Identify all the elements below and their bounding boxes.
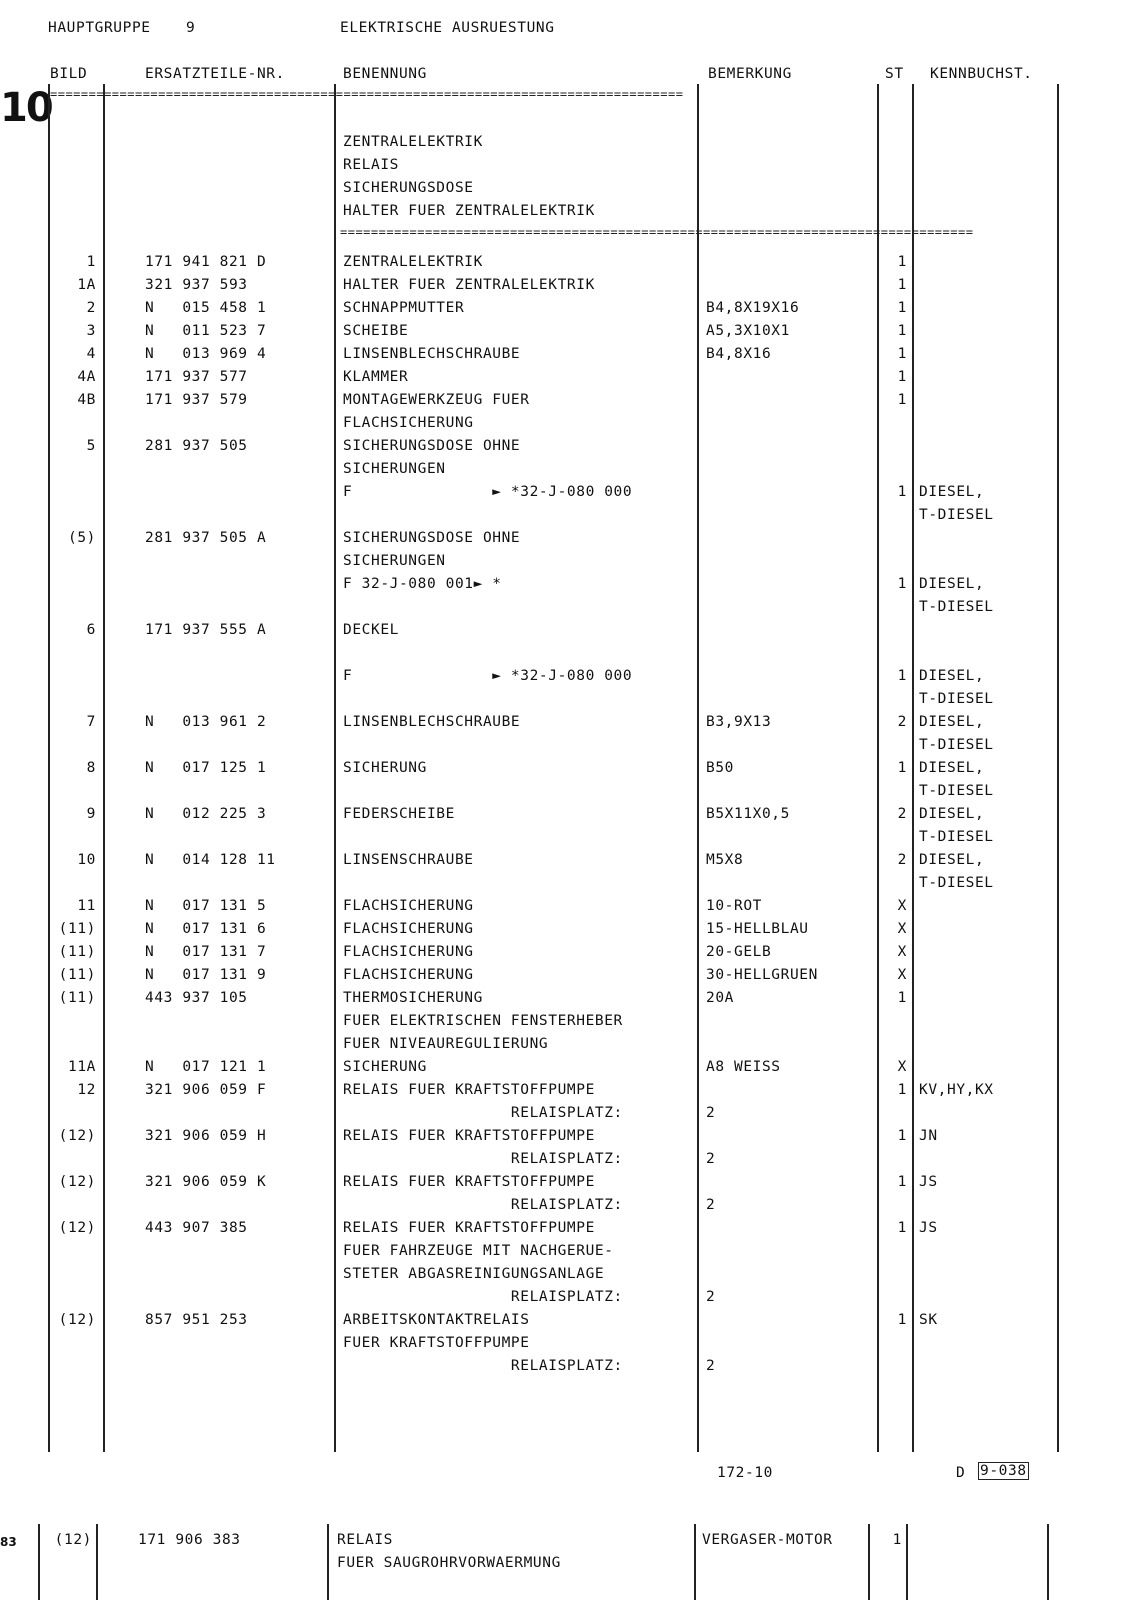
intro-line: RELAIS — [343, 157, 399, 173]
cell-st: 1 — [897, 300, 907, 316]
cell-st: 1 — [897, 990, 907, 1006]
cell-bild: (12) — [58, 1220, 96, 1236]
cell-st: 1 — [897, 576, 907, 592]
cell-bild: (11) — [58, 990, 96, 1006]
cell-ersatzteil-nr: 321 906 059 K — [145, 1174, 267, 1190]
cell-ersatzteil-nr: 443 937 105 — [145, 990, 248, 1006]
cell-kennbuchst: DIESEL, — [919, 668, 985, 684]
cell-ersatzteil-nr: N 017 131 9 — [145, 967, 267, 983]
cell-bild: 2 — [86, 300, 96, 316]
cell-kennbuchst: T-DIESEL — [919, 507, 994, 523]
cell-bild: 11 — [77, 898, 96, 914]
group-number: 9 — [186, 20, 196, 36]
cell-st: 1 — [897, 277, 907, 293]
header-divider: ================================================================================== — [50, 90, 684, 98]
cell-benennung: SICHERUNGEN — [343, 553, 446, 569]
cell-benennung: FLACHSICHERUNG — [343, 944, 474, 960]
cell-ersatzteil-nr: 857 951 253 — [145, 1312, 248, 1328]
cell-benennung: KLAMMER — [343, 369, 409, 385]
cell-bild: 4A — [77, 369, 96, 385]
cell-benennung: RELAISPLATZ: — [343, 1358, 623, 1374]
next-teil: 171 906 383 — [138, 1532, 241, 1548]
cell-kennbuchst: JS — [919, 1220, 938, 1236]
next-page-side-mark: 83 — [0, 1535, 17, 1549]
cell-st: 2 — [897, 714, 907, 730]
next-rule-teil — [327, 1524, 329, 1600]
cell-bemerkung: 30-HELLGRUEN — [706, 967, 818, 983]
cell-benennung: RELAIS FUER KRAFTSTOFFPUMPE — [343, 1220, 595, 1236]
side-chapter-number: 10 — [0, 85, 52, 131]
cell-ersatzteil-nr: 443 907 385 — [145, 1220, 248, 1236]
cell-st: 1 — [897, 1312, 907, 1328]
cell-benennung: RELAISPLATZ: — [343, 1197, 623, 1213]
cell-bemerkung: B50 — [706, 760, 734, 776]
cell-ersatzteil-nr: 321 937 593 — [145, 277, 248, 293]
cell-st: 1 — [897, 1128, 907, 1144]
cell-kennbuchst: DIESEL, — [919, 714, 985, 730]
cell-ersatzteil-nr: N 017 131 7 — [145, 944, 267, 960]
cell-st: 1 — [897, 392, 907, 408]
cell-bemerkung: A5,3X10X1 — [706, 323, 790, 339]
cell-st: 1 — [897, 1220, 907, 1236]
cell-benennung: SICHERUNGEN — [343, 461, 446, 477]
cell-kennbuchst: DIESEL, — [919, 806, 985, 822]
cell-ersatzteil-nr: N 011 523 7 — [145, 323, 267, 339]
cell-st: 1 — [897, 668, 907, 684]
cell-bild: 6 — [86, 622, 96, 638]
cell-bild: (11) — [58, 944, 96, 960]
cell-kennbuchst: T-DIESEL — [919, 599, 994, 615]
section-divider: ================================================================================== — [340, 228, 974, 236]
cell-benennung: THERMOSICHERUNG — [343, 990, 483, 1006]
rule-right — [1057, 84, 1059, 1452]
cell-benennung: DECKEL — [343, 622, 399, 638]
cell-st: 2 — [897, 852, 907, 868]
cell-kennbuchst: SK — [919, 1312, 938, 1328]
cell-benennung: F ► *32-J-080 000 — [343, 668, 633, 684]
cell-kennbuchst: DIESEL, — [919, 852, 985, 868]
cell-benennung: SICHERUNGSDOSE OHNE — [343, 530, 521, 546]
cell-benennung: FUER FAHRZEUGE MIT NACHGERUE- — [343, 1243, 614, 1259]
cell-bild: 10 — [77, 852, 96, 868]
cell-benennung: FUER NIVEAUREGULIERUNG — [343, 1036, 549, 1052]
cell-st: X — [897, 944, 907, 960]
cell-bemerkung: B3,9X13 — [706, 714, 772, 730]
cell-benennung: SICHERUNG — [343, 1059, 427, 1075]
cell-bild: (12) — [58, 1174, 96, 1190]
cell-st: 1 — [897, 323, 907, 339]
cell-bild: 1A — [77, 277, 96, 293]
cell-bild: 9 — [86, 806, 96, 822]
cell-bemerkung: 2 — [706, 1151, 716, 1167]
cell-bild: 11A — [68, 1059, 96, 1075]
next-benennung-2: FUER SAUGROHRVORWAERMUNG — [337, 1555, 561, 1571]
next-benennung: RELAIS — [337, 1532, 393, 1548]
column-header-teil: ERSATZTEILE-NR. — [145, 66, 285, 82]
cell-benennung: RELAISPLATZ: — [343, 1151, 623, 1167]
rule-benennung — [697, 84, 699, 1452]
cell-kennbuchst: T-DIESEL — [919, 829, 994, 845]
cell-ersatzteil-nr: 171 937 577 — [145, 369, 248, 385]
cell-bemerkung: 10-ROT — [706, 898, 762, 914]
cell-benennung: FLACHSICHERUNG — [343, 921, 474, 937]
cell-ersatzteil-nr: N 017 131 6 — [145, 921, 267, 937]
cell-ersatzteil-nr: N 017 125 1 — [145, 760, 267, 776]
rule-st — [912, 84, 914, 1452]
cell-bemerkung: 15-HELLBLAU — [706, 921, 809, 937]
cell-benennung: RELAIS FUER KRAFTSTOFFPUMPE — [343, 1128, 595, 1144]
cell-st: 1 — [897, 254, 907, 270]
cell-kennbuchst: T-DIESEL — [919, 875, 994, 891]
cell-ersatzteil-nr: N 013 961 2 — [145, 714, 267, 730]
cell-benennung: FLACHSICHERUNG — [343, 967, 474, 983]
cell-kennbuchst: T-DIESEL — [919, 783, 994, 799]
cell-ersatzteil-nr: N 013 969 4 — [145, 346, 267, 362]
cell-st: 1 — [897, 346, 907, 362]
cell-kennbuchst: DIESEL, — [919, 760, 985, 776]
cell-ersatzteil-nr: 321 906 059 F — [145, 1082, 267, 1098]
cell-benennung: RELAISPLATZ: — [343, 1105, 623, 1121]
cell-kennbuchst: DIESEL, — [919, 484, 985, 500]
cell-benennung: FUER ELEKTRISCHEN FENSTERHEBER — [343, 1013, 623, 1029]
next-st: 1 — [892, 1532, 902, 1548]
column-header-bemerkung: BEMERKUNG — [708, 66, 792, 82]
cell-bemerkung: M5X8 — [706, 852, 744, 868]
cell-kennbuchst: T-DIESEL — [919, 737, 994, 753]
cell-st: X — [897, 921, 907, 937]
cell-benennung: FUER KRAFTSTOFFPUMPE — [343, 1335, 530, 1351]
cell-st: 1 — [897, 1174, 907, 1190]
code-prefix: D — [956, 1465, 966, 1481]
cell-benennung: RELAISPLATZ: — [343, 1289, 623, 1305]
cell-ersatzteil-nr: N 015 458 1 — [145, 300, 267, 316]
cell-bild: 4B — [77, 392, 96, 408]
intro-line: SICHERUNGSDOSE — [343, 180, 474, 196]
cell-benennung: LINSENBLECHSCHRAUBE — [343, 714, 521, 730]
cell-benennung: SICHERUNG — [343, 760, 427, 776]
next-rule-st — [906, 1524, 908, 1600]
cell-ersatzteil-nr: N 012 225 3 — [145, 806, 267, 822]
cell-ersatzteil-nr: 171 941 821 D — [145, 254, 267, 270]
cell-st: 1 — [897, 369, 907, 385]
cell-bild: 4 — [86, 346, 96, 362]
cell-bild: 8 — [86, 760, 96, 776]
rule-bild — [103, 84, 105, 1452]
cell-benennung: ZENTRALELEKTRIK — [343, 254, 483, 270]
cell-bemerkung: 20-GELB — [706, 944, 772, 960]
cell-bild: 3 — [86, 323, 96, 339]
cell-bemerkung: B4,8X19X16 — [706, 300, 800, 316]
cell-bild: (12) — [58, 1128, 96, 1144]
next-rule-right — [1047, 1524, 1049, 1600]
cell-bemerkung: B5X11X0,5 — [706, 806, 790, 822]
cell-benennung: F 32-J-080 001► * — [343, 576, 502, 592]
cell-benennung: FEDERSCHEIBE — [343, 806, 455, 822]
cell-kennbuchst: DIESEL, — [919, 576, 985, 592]
cell-st: X — [897, 898, 907, 914]
cell-kennbuchst: JN — [919, 1128, 938, 1144]
group-label: HAUPTGRUPPE — [48, 20, 151, 36]
cell-bemerkung: 20A — [706, 990, 734, 1006]
page-reference: 172-10 — [717, 1465, 773, 1481]
rule-teil — [334, 84, 336, 1452]
cell-st: 2 — [897, 806, 907, 822]
cell-bemerkung: 2 — [706, 1358, 716, 1374]
next-bemerkung: VERGASER-MOTOR — [702, 1532, 833, 1548]
cell-bild: 7 — [86, 714, 96, 730]
cell-bild: 1 — [86, 254, 96, 270]
cell-ersatzteil-nr: N 017 121 1 — [145, 1059, 267, 1075]
cell-benennung: ARBEITSKONTAKTRELAIS — [343, 1312, 530, 1328]
cell-bild: (11) — [58, 967, 96, 983]
cell-kennbuchst: T-DIESEL — [919, 691, 994, 707]
cell-benennung: FLACHSICHERUNG — [343, 898, 474, 914]
cell-benennung: F ► *32-J-080 000 — [343, 484, 633, 500]
cell-benennung: SCHEIBE — [343, 323, 409, 339]
cell-kennbuchst: KV,HY,KX — [919, 1082, 994, 1098]
cell-st: X — [897, 967, 907, 983]
cell-benennung: LINSENSCHRAUBE — [343, 852, 474, 868]
cell-st: 1 — [897, 1082, 907, 1098]
column-header-bild: BILD — [50, 66, 88, 82]
page-code — [978, 1463, 1029, 1479]
column-header-st: ST — [885, 66, 904, 82]
cell-bild: (5) — [68, 530, 96, 546]
next-rule-benennung — [694, 1524, 696, 1600]
page-code-box: 9-038 — [980, 1463, 1027, 1479]
next-bild: (12) — [54, 1532, 92, 1548]
cell-bemerkung: B4,8X16 — [706, 346, 772, 362]
cell-benennung: SCHNAPPMUTTER — [343, 300, 465, 316]
cell-st: X — [897, 1059, 907, 1075]
cell-benennung: SICHERUNGSDOSE OHNE — [343, 438, 521, 454]
cell-benennung: RELAIS FUER KRAFTSTOFFPUMPE — [343, 1082, 595, 1098]
cell-bild: 12 — [77, 1082, 96, 1098]
cell-bemerkung: A8 WEISS — [706, 1059, 781, 1075]
cell-bild: (12) — [58, 1312, 96, 1328]
column-header-kenn: KENNBUCHST. — [930, 66, 1033, 82]
intro-line: HALTER FUER ZENTRALELEKTRIK — [343, 203, 595, 219]
cell-benennung: STETER ABGASREINIGUNGSANLAGE — [343, 1266, 605, 1282]
cell-benennung: FLACHSICHERUNG — [343, 415, 474, 431]
intro-line: ZENTRALELEKTRIK — [343, 134, 483, 150]
cell-ersatzteil-nr: 281 937 505 A — [145, 530, 267, 546]
cell-ersatzteil-nr: 171 937 555 A — [145, 622, 267, 638]
cell-st: 1 — [897, 484, 907, 500]
cell-ersatzteil-nr: 321 906 059 H — [145, 1128, 267, 1144]
cell-benennung: HALTER FUER ZENTRALELEKTRIK — [343, 277, 595, 293]
cell-ersatzteil-nr: 281 937 505 — [145, 438, 248, 454]
cell-ersatzteil-nr: 171 937 579 — [145, 392, 248, 408]
column-header-benennung: BENENNUNG — [343, 66, 427, 82]
cell-benennung: RELAIS FUER KRAFTSTOFFPUMPE — [343, 1174, 595, 1190]
group-title: ELEKTRISCHE AUSRUESTUNG — [340, 20, 555, 36]
cell-bild: (11) — [58, 921, 96, 937]
cell-st: 1 — [897, 760, 907, 776]
cell-bemerkung: 2 — [706, 1289, 716, 1305]
cell-benennung: LINSENBLECHSCHRAUBE — [343, 346, 521, 362]
next-rule-bild — [96, 1524, 98, 1600]
cell-bild: 5 — [86, 438, 96, 454]
cell-ersatzteil-nr: N 014 128 11 — [145, 852, 276, 868]
cell-kennbuchst: JS — [919, 1174, 938, 1190]
cell-benennung: MONTAGEWERKZEUG FUER — [343, 392, 530, 408]
cell-ersatzteil-nr: N 017 131 5 — [145, 898, 267, 914]
cell-bemerkung: 2 — [706, 1105, 716, 1121]
cell-bemerkung: 2 — [706, 1197, 716, 1213]
